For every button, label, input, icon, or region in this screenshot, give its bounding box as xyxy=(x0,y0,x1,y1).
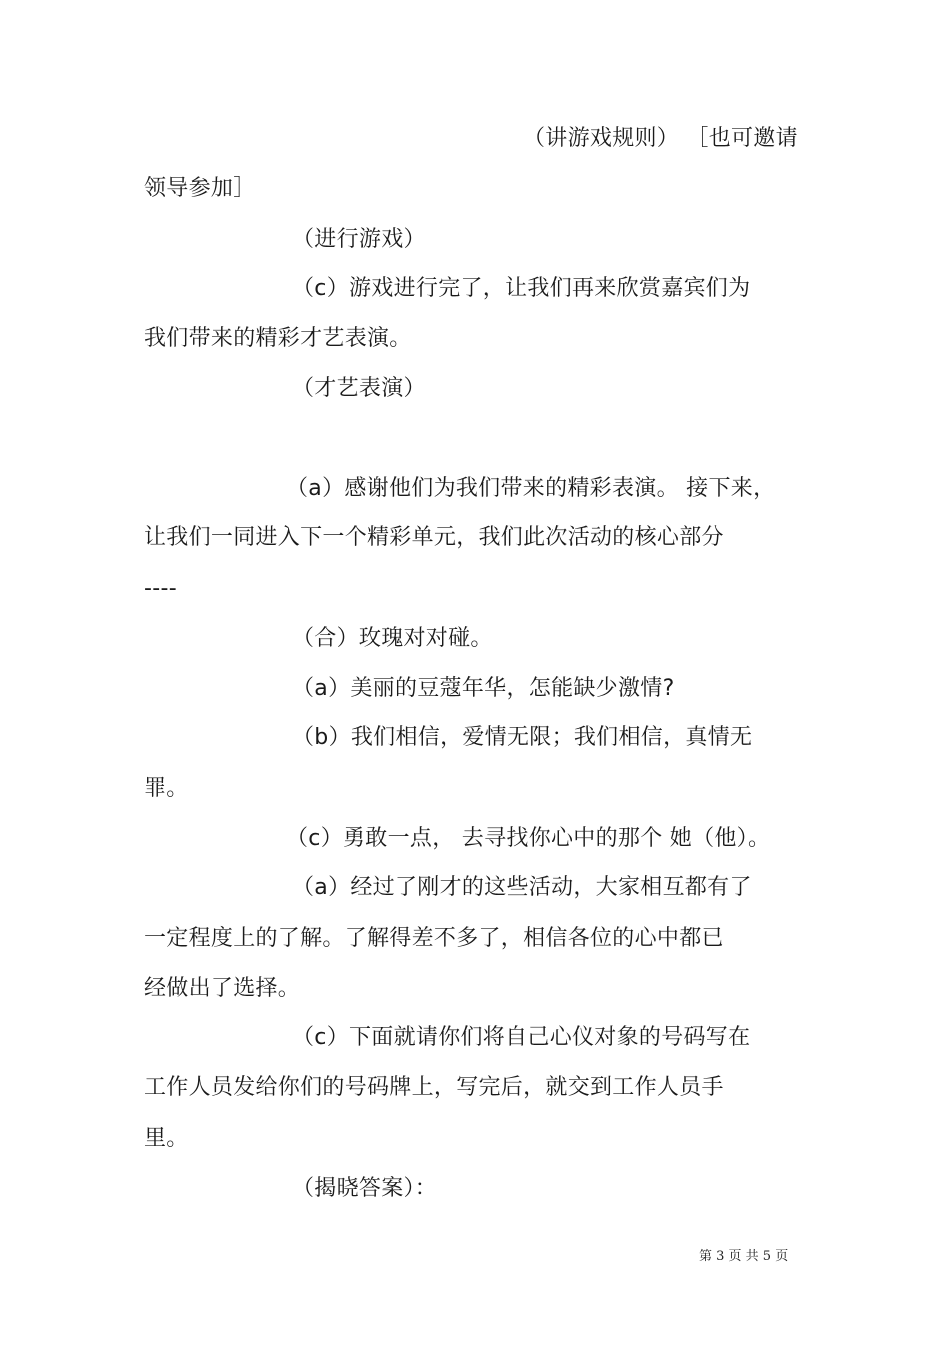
text-line: （揭晓答案）： xyxy=(292,1176,438,1201)
text-line: （才艺表演） xyxy=(292,376,426,401)
text-line: ---- xyxy=(144,576,177,601)
text-line: 经做出了选择。 xyxy=(144,976,301,1001)
text-line: （进行游戏） xyxy=(292,227,426,252)
text-line: （c）游戏进行完了，让我们再来欣赏嘉宾们为 xyxy=(292,276,751,301)
text-line: 领导参加］ xyxy=(144,176,256,201)
text-line: 工作人员发给你们的号码牌上，写完后，就交到工作人员手 xyxy=(144,1075,724,1100)
text-line: （c）下面就请你们将自己心仪对象的号码写在 xyxy=(292,1025,751,1050)
text-line: （a）经过了刚才的这些活动，大家相互都有了 xyxy=(292,875,752,900)
text-line: （a）感谢他们为我们带来的精彩表演。 接下来， xyxy=(286,476,776,501)
text-line: （合）玫瑰对对碰。 xyxy=(292,626,493,651)
text-line: 罪。 xyxy=(144,776,189,801)
text-line: （a）美丽的豆蔻年华，怎能缺少激情? xyxy=(292,676,675,701)
text-line: 让我们一同进入下一个精彩单元，我们此次活动的核心部分 xyxy=(144,525,724,550)
text-line: （c）勇敢一点， 去寻找你心中的那个 她（他）。 xyxy=(286,826,771,851)
page-footer: 第 3 页 共 5 页 xyxy=(699,1249,789,1264)
text-line: （讲游戏规则） ［也可邀请 xyxy=(523,126,798,151)
text-line: 我们带来的精彩才艺表演。 xyxy=(144,326,412,351)
text-line: 一定程度上的了解。了解得差不多了，相信各位的心中都已 xyxy=(144,926,724,951)
text-line: （b）我们相信，爱情无限；我们相信，真情无 xyxy=(292,725,753,750)
text-line: 里。 xyxy=(144,1126,189,1151)
